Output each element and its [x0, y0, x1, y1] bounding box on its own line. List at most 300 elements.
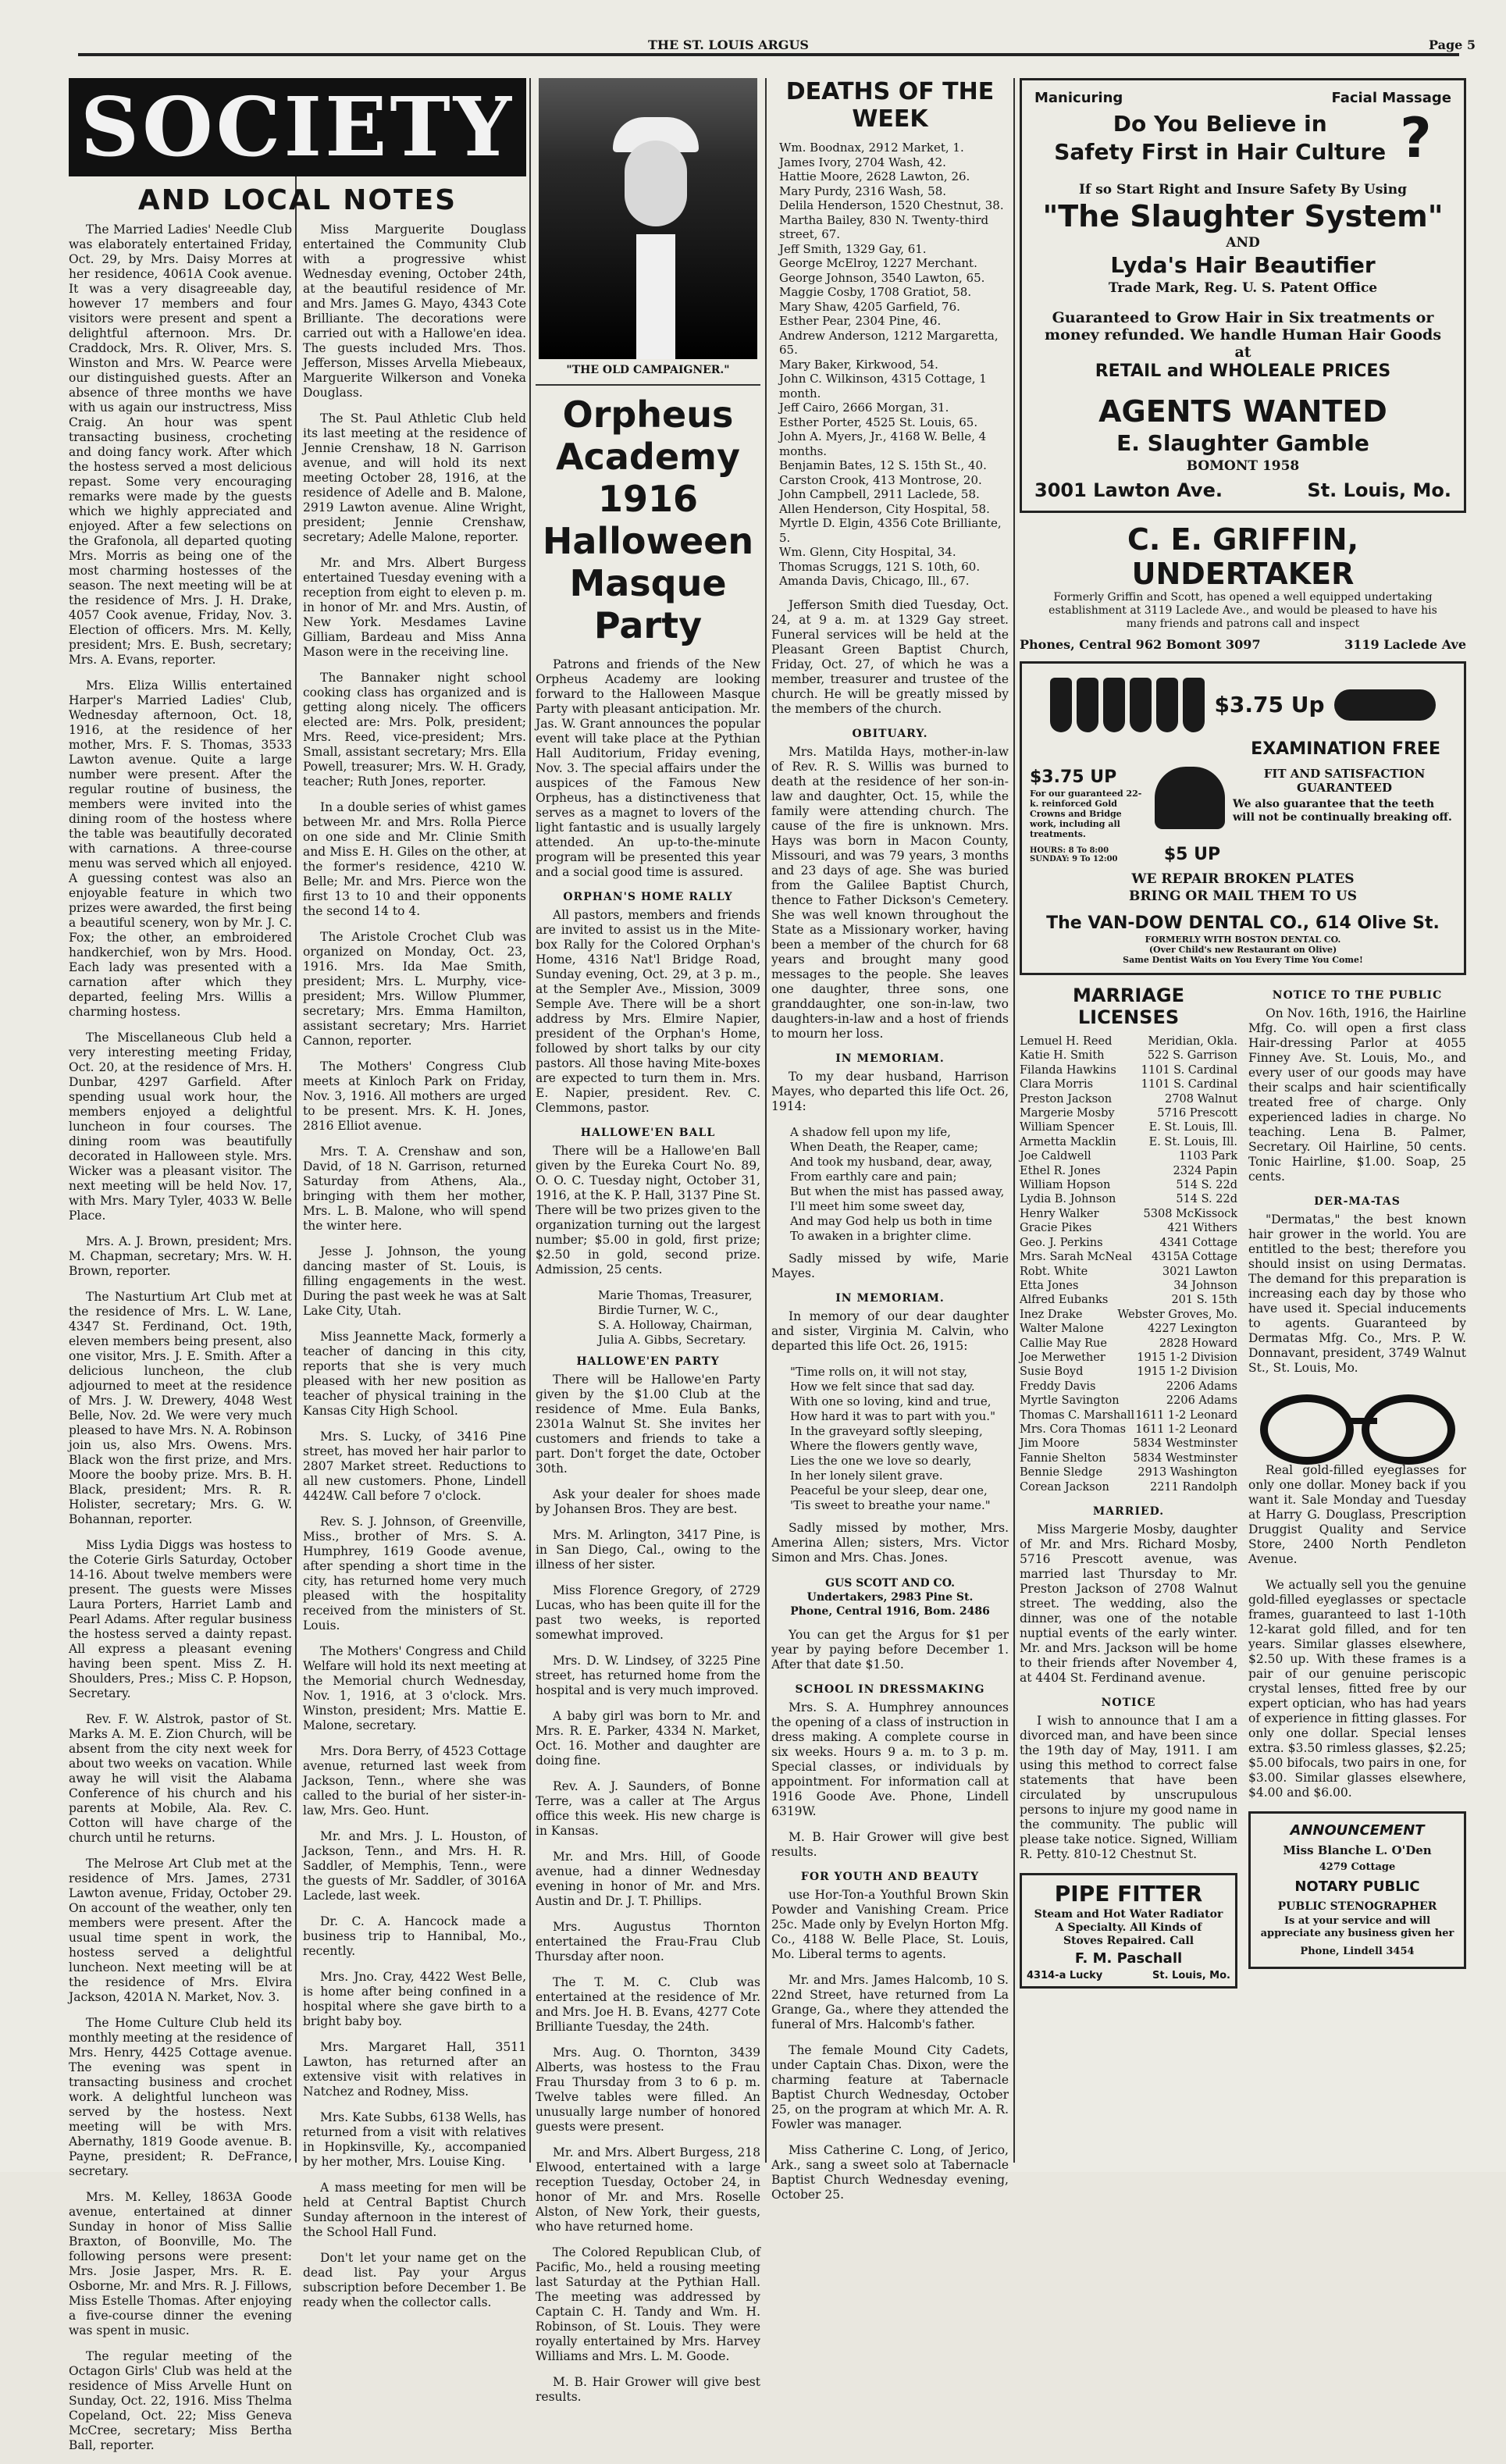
license-name: Bennie Sledge — [1020, 1466, 1103, 1479]
society-item: Mrs. Jno. Cray, 4422 West Belle, is home after being confined in a hospital where she gave birth to a bright baby boy. — [303, 1970, 526, 2028]
public-notice-text: On Nov. 16th, 1916, the Hairline Mfg. Co. will open a first class Hair-dressing Parlor at 4055 Finney Ave. St. Louis, Mo., and every user of our goods may have their scalps and hair scientifically treated free of charge. Only experienced ladies in charge. No teaching. Lena B. Palmer, Secretary. Oil Hairline, 50 cents. Tonic Hairline, $1.00. Soap, 25 cents. — [1248, 1006, 1466, 1184]
license-address: 1101 S. Cardinal — [1141, 1063, 1237, 1077]
society-item: The regular meeting of the Octagon Girls' Club was held at the residence of Miss Arvelle Hunt on Sunday, Oct. 22, 1916. Miss Thelma Copeland, Oct. 22; Miss Geneva McCree, secretary; Miss Bertha Ball, reporter. — [69, 2349, 292, 2452]
eyeglasses-ad: Real gold-filled eyeglasses for only one dollar. Money back if you want it. Sale Monday and Tuesday at Harry G. Douglass, Prescription Druggist Quality and Service Store, 2400 North Pendleton Avenue. — [1248, 1463, 1466, 1566]
ad-text: FIT AND SATISFACTION GUARANTEED — [1263, 767, 1426, 795]
license-name: Thomas C. Marshall — [1020, 1408, 1135, 1422]
column-rule — [765, 78, 767, 2163]
local-item: The female Mound City Cadets, under Captain Chas. Dixon, were the charming feature at Tabernacle Baptist Church Wednesday, October 25, on the program at which Mr. A. R. Fowler was manager. — [771, 2042, 1009, 2131]
ad-city: St. Louis, Mo. — [1152, 1970, 1230, 1982]
license-row — [1020, 1034, 1237, 1049]
society-item: The Mothers' Congress Club meets at Kinloch Park on Friday, Nov. 3, 1916. All mothers are urged to be present. Mrs. K. H. Jones, 2816 Elliot avenue. — [303, 1059, 526, 1133]
license-name: Preston Jackson — [1020, 1092, 1113, 1106]
license-address: 1915 1-2 Division — [1137, 1366, 1237, 1379]
poem-line: And took my husband, dear, away, — [790, 1154, 993, 1169]
poem-line: Lies the one we love so dearly, — [790, 1453, 972, 1468]
death-entry: Hattie Moore, 2628 Lawton, 26. — [779, 169, 970, 183]
death-entry: Maggie Cosby, 1708 Gratiot, 58. — [779, 285, 972, 299]
license-address: 201 S. 15th — [1171, 1294, 1237, 1307]
society-item: Don't let your name get on the dead list. Pay your Argus subscription before December 1. Be ready when the collector calls. — [303, 2251, 526, 2309]
license-name: Joe Merwether — [1020, 1351, 1105, 1364]
ad-headline: "The Slaughter System" — [1042, 199, 1444, 233]
license-row — [1020, 1480, 1237, 1494]
poem-line: 'Tis sweet to breathe your name." — [790, 1497, 991, 1512]
society-item: Rev. F. W. Alstrok, pastor of St. Marks A. M. E. Zion Church, will be absent from the city next week for about two weeks on vacation. While away he will visit the Alabama Conference of his church and his parents at Mobile, Ala. Rev. C. Cotton will have charge of the church until he returns. — [69, 1712, 292, 1845]
teeth-illustration — [1050, 678, 1205, 732]
license-name: Katie H. Smith — [1020, 1049, 1105, 1063]
society-column-2 — [303, 223, 526, 2464]
society-item: A mass meeting for men will be held at Central Baptist Church Sunday afternoon in the interest of the School Hall Fund. — [303, 2181, 526, 2239]
jefferson-smith-notice: Jefferson Smith died Tuesday, Oct. 24, at 9 a. m. at 1329 Gay street. Funeral services will be held at the Pleasant Green Baptist Church, Friday, Oct. 27, of which he was a member, treasurer and trustee of the church. He will be greatly missed by the members of the church. — [771, 597, 1009, 716]
ad-text: WE REPAIR BROKEN PLATES — [1131, 871, 1355, 887]
ad-headline: Do You Believe in — [1113, 111, 1327, 137]
local-item: M. B. Hair Grower will give best results. — [536, 2375, 760, 2404]
campaigner-photo — [539, 78, 757, 359]
ad-text: Trade Mark, Reg. U. S. Patent Office — [1108, 280, 1378, 296]
bridge-icon — [1334, 689, 1436, 721]
tooth-icon — [1050, 678, 1072, 732]
local-item: Mr. and Mrs. James Halcomb, 10 S. 22nd Street, have returned from La Grange, Ga., where they attended the funeral of Mrs. Halcomb's father. — [771, 1972, 1009, 2031]
local-item: Ask your dealer for shoes made by Johansen Bros. They are best. — [536, 1487, 760, 1516]
death-entry: Esther Pear, 2304 Pine, 46. — [779, 314, 942, 328]
license-row — [1020, 1265, 1237, 1279]
top-rule — [78, 53, 1459, 56]
license-row — [1020, 1337, 1237, 1351]
license-row — [1020, 1207, 1237, 1221]
license-name: Mrs. Sarah McNeal — [1020, 1251, 1133, 1264]
halloween-party-text: There will be Hallowe'en Party given by the $1.00 Club at the residence of Mme. Eula Banks, 2301a Walnut St. She invites her customers and friends to take a part. Don't forget the date, October 30th. — [536, 1373, 760, 1476]
license-address: 421 Withers — [1167, 1222, 1237, 1235]
ad-address: 3001 Lawton Ave. — [1034, 479, 1223, 501]
price-badge: $3.75 UP — [1030, 767, 1117, 787]
slaughter-system-ad — [1020, 78, 1466, 513]
society-item: The St. Paul Athletic Club held its last meeting at the residence of Jennie Crenshaw, 18 N. Garrison avenue, and will hold its next meeting October 28, 1916, at the residence of Adelle and B. Malone, 2919 Lawton avenue. Aline Wright, president; Jennie Crenshaw, secretary; Adelle Malone, reporter. — [303, 411, 526, 544]
license-name: Inez Drake — [1020, 1308, 1083, 1321]
ad-text: If so Start Right and Insure Safety By Using — [1079, 182, 1407, 198]
license-address: 2913 Washington — [1138, 1466, 1237, 1479]
license-row — [1020, 1465, 1237, 1479]
society-item: Mrs. Margaret Hall, 3511 Lawton, has returned after an extensive visit with relatives in Natchez and Rodney, Miss. — [303, 2040, 526, 2099]
tooth-icon — [1130, 678, 1152, 732]
exam-free: EXAMINATION FREE — [1251, 739, 1440, 759]
memoriam-title: IN MEMORIAM. — [835, 1291, 945, 1305]
marriage-column — [1020, 985, 1237, 1998]
license-address: 2211 Randolph — [1149, 1480, 1237, 1494]
society-item: Mrs. A. J. Brown, president; Mrs. M. Chapman, secretary; Mrs. W. H. Brown, reporter. — [69, 1234, 292, 1278]
poem-line: From earthly care and pain; — [790, 1169, 957, 1184]
local-item: Miss Florence Gregory, of 2729 Lucas, who has been quite ill for the past two weeks, is reported somewhat improved. — [536, 1583, 760, 1642]
license-address: 1611 1-2 Leonard — [1135, 1422, 1237, 1436]
license-address: 2324 Papin — [1173, 1164, 1237, 1177]
license-name: Mrs. Cora Thomas — [1020, 1422, 1127, 1436]
license-address: 5834 Westminster — [1133, 1451, 1237, 1465]
license-name: Clara Morris — [1020, 1078, 1094, 1091]
license-name: Callie May Rue — [1020, 1337, 1107, 1350]
license-name: Geo. J. Perkins — [1020, 1236, 1103, 1249]
deaths-list — [771, 141, 1009, 589]
license-address: 2828 Howard — [1159, 1337, 1237, 1350]
society-item: The Miscellaneous Club held a very interesting meeting Friday, Oct. 20, at the residence of Mrs. H. Dunbar, 4297 Garfield. After spending usual work hour, the members enjoyed a delightful luncheon in four courses. The dining room was beautifully decorated in Halloween style. Mrs. Wicker was a pleasant visitor. The next meeting will be held Nov. 17, with Mrs. Mary Tyler, 4033 W. Belle Place. — [69, 1031, 292, 1223]
society-item: The Nasturtium Art Club met at the residence of Mrs. L. W. Lane, 4347 St. Ferdinand, Oct. 19th, eleven members being present, also one visitor, Mrs. J. E. Smith. After a delicious luncheon, the club adjourned to meet at the residence of Mrs. J. W. Drewery, 4048 West Belle, Nov. 2d. We were very much pleased to have Mrs. N. A. Robinson join us, also Mrs. Owens. Mrs. Black won the first prize, and Mrs. Moore the booby prize. Mrs. B. H. Black, president; Mrs. R. R. Holister, secretary; Mrs. G. W. Bohannan, reporter. — [69, 1290, 292, 1526]
ad-address: 4314-a Lucky — [1027, 1970, 1103, 1982]
poem-line: But when the mist has passed away, — [790, 1184, 1005, 1198]
poem-line: How hard it was to part with you." — [790, 1408, 995, 1423]
gus-scott-ad — [771, 1576, 1009, 1618]
society-section — [69, 78, 526, 2452]
license-row — [1020, 1077, 1237, 1091]
society-item: The Home Culture Club held its monthly meeting at the residence of Mrs. Henry, 4425 Cottage avenue. The evening was spent in transacting business and crochet work. A delightful luncheon was served by the hostess. Next meeting will be with Mrs. Abernathy, 1819 Goode avenue. B. Payne, president; R. DeFrance, secretary. — [69, 2016, 292, 2178]
death-entry: Mary Baker, Kirkwood, 54. — [779, 357, 938, 372]
memoriam-text: To my dear husband, Harrison Mayes, who departed this life Oct. 26, 1914: — [771, 1069, 1009, 1113]
eyeglasses-ad: We actually sell you the genuine gold-filled eyeglasses or spectacle frames, guaranteed to last 1-10th 12-karat gold filled, and for ten years. Similar glasses elsewhere, $2.50 up. With these frames is a pair of our genuine periscopic crystal lenses, fitted free by our expert optician, who has had years of experience in fitting glasses. For only one dollar. Special lenses extra. $3.50 rimless glasses, $2.25; $5.00 bifocals, two pairs in one, for $3.00. Similar glasses elsewhere, $4.00 and $6.00. — [1248, 1578, 1466, 1800]
ad-text: Steam and Hot Water Radiator — [1034, 1908, 1223, 1921]
license-name: Lydia B. Johnson — [1020, 1193, 1116, 1206]
poem-line: In her lonely silent grave. — [790, 1468, 943, 1483]
death-entry: Mary Shaw, 4205 Garfield, 76. — [779, 299, 960, 314]
ad-text: We also guarantee that the teeth will not be continually breaking off. — [1233, 798, 1452, 824]
society-item: Miss Lydia Diggs was hostess to the Coterie Girls Saturday, October 14-16. About twelve members were present. The guests were Misses Laura Porters, Harriet Lamb and Pearl Adams. After regular business the hostess served a dainty repast. All express a pleasant evening having been spent. Miss Z. H. Shoulders, Pres.; Miss C. P. Hopson, Secretary. — [69, 1538, 292, 1700]
license-name: Armetta Macklin — [1020, 1135, 1116, 1148]
ad-phone: BOMONT 1958 — [1186, 458, 1300, 474]
license-row — [1020, 1351, 1237, 1365]
local-item: Miss Catherine C. Long, of Jerico, Ark., sang a sweet solo at Tabernacle Baptist Church Wednesday evening, October 25. — [771, 2142, 1009, 2202]
death-entry: Benjamin Bates, 12 S. 15th St., 40. — [779, 458, 987, 472]
society-item: Mr. and Mrs. Albert Burgess entertained Tuesday evening with a reception from eight to eleven p. m. in honor of Mr. and Mrs. Austin, of New York. Mesdames Lavine Gilliam, Bardeau and Miss Anna Mason were in the receiving line. — [303, 556, 526, 659]
license-address: 5308 McKissock — [1143, 1207, 1237, 1220]
license-address: 4227 Lexington — [1147, 1323, 1237, 1336]
license-row — [1020, 1408, 1237, 1422]
poem-line: To awaken in a brighter clime. — [790, 1228, 972, 1243]
license-name: Susie Boyd — [1020, 1366, 1084, 1379]
license-name: Joe Caldwell — [1020, 1150, 1091, 1163]
society-banner: SOCIETY — [69, 78, 526, 176]
ad-line: Undertakers, 2983 Pine St. — [806, 1590, 974, 1604]
ad-name: Miss Blanche L. O'Den — [1283, 1843, 1432, 1857]
local-item: Rev. A. J. Saunders, of Bonne Terre, was a caller at The Argus office this week. His new charge is in Kansas. — [536, 1779, 760, 1838]
notice-text: I wish to announce that I am a divorced man, and have been since the 19th day of May, 1911. I am using this method to correct false statements that have been circulated by unscrupulous persons to injure my good name in the community. The public will please take notice. Signed, William R. Petty. 810-12 Chestnut St. — [1020, 1714, 1237, 1861]
vandow-dental-ad — [1020, 661, 1466, 975]
obituary-title: OBITUARY. — [852, 727, 928, 740]
local-item: The Colored Republican Club, of Pacific, Mo., held a rousing meeting last Saturday at the Pythian Hall. The meeting was addressed by Captain C. H. Tandy and Wm. H. Robinson, of St. Louis. They were royally entertained by Mrs. Harvey Williams and Mrs. L. M. Goode. — [536, 2245, 760, 2363]
license-name: Etta Jones — [1020, 1279, 1079, 1292]
pipe-fitter-ad — [1020, 1873, 1237, 1989]
ball-signatures — [598, 1288, 760, 1348]
license-name: Filanda Hawkins — [1020, 1063, 1116, 1077]
signature-line: Marie Thomas, Treasurer, — [598, 1288, 753, 1302]
griffin-undertaker-ad — [1020, 522, 1466, 652]
license-name: Margerie Mosby — [1020, 1107, 1115, 1120]
ad-address: 3119 Laclede Ave — [1344, 637, 1466, 652]
dermatas-title: DER-MA-TAS — [1314, 1195, 1401, 1208]
argus-subscription: You can get the Argus for $1 per year by paying before December 1. After that date $1.50. — [771, 1627, 1009, 1672]
price-badge: $5 UP — [1163, 845, 1221, 864]
ad-name: The VAN-DOW DENTAL CO., 614 Olive St. — [1046, 913, 1440, 933]
ads-column — [1020, 78, 1466, 2163]
local-item: The T. M. C. Club was entertained at the residence of Mr. and Mrs. Joe H. B. Evans, 4277 Cote Brilliante Tuesday, the 24th. — [536, 1975, 760, 2034]
ad-text: (Over Child's new Restaurant on Olive) — [1148, 945, 1337, 955]
headline-line: 1916 Halloween — [542, 478, 754, 562]
death-entry: Mary Purdy, 2316 Wash, 58. — [779, 183, 947, 198]
memoriam-text: In memory of our dear daughter and sister, Virginia M. Calvin, who departed this life Oct. 26, 1915: — [771, 1309, 1009, 1353]
ad-text: Same Dentist Waits on You Every Time You Come! — [1123, 955, 1363, 965]
poem-line: Peaceful be your sleep, dear one, — [790, 1483, 988, 1497]
poem-line: How we felt since that sad day. — [790, 1379, 975, 1394]
license-row — [1020, 1437, 1237, 1451]
death-entry: Jeff Cairo, 2666 Morgan, 31. — [779, 401, 949, 415]
halloween-ball-text: There will be a Hallowe'en Ball given by the Eureka Court No. 89, O. O. C. Tuesday night, October 31, 1916, at the K. P. Hall, 3137 Pine St. There will be two prizes given to the organization turning out the largest number; $5.00 in gold, first prize; $2.50 in gold, second prize. Admission, 25 cents. — [536, 1144, 760, 1277]
local-item: Mrs. Augustus Thornton entertained the Frau-Frau Club Thursday after noon. — [536, 1920, 760, 1964]
license-address: 2206 Adams — [1166, 1394, 1237, 1408]
death-entry: Martha Bailey, 830 N. Twenty-third street, 67. — [779, 212, 989, 241]
office-hours: HOURS: 8 To 8:00 SUNDAY: 9 To 12:00 — [1030, 846, 1118, 863]
ad-phone: Phones, Central 962 Bomont 3097 — [1020, 637, 1261, 652]
license-row — [1020, 1135, 1237, 1149]
ad-text: Is at your service and will appreciate any business given her — [1260, 1915, 1454, 1939]
license-row — [1020, 1380, 1237, 1394]
license-row — [1020, 1120, 1237, 1134]
death-entry: John C. Wilkinson, 4315 Cottage, 1 month. — [779, 372, 987, 401]
dressmaking-title: SCHOOL IN DRESSMAKING — [795, 1682, 985, 1696]
license-name: Robt. White — [1020, 1265, 1088, 1278]
death-entry: Allen Henderson, City Hospital, 58. — [779, 501, 990, 516]
ad-text: NOTARY PUBLIC — [1294, 1878, 1420, 1895]
ad-corner-text: Facial Massage — [1331, 90, 1451, 106]
poem-line: With one so loving, kind and true, — [790, 1394, 992, 1408]
local-item: A baby girl was born to Mr. and Mrs. R. E. Parker, 4334 N. Market, Oct. 16. Mother and daughter are doing fine. — [536, 1709, 760, 1768]
ad-text: Formerly Griffin and Scott, has opened a well equipped undertaking establishment at 3119 Laclede Ave., and would be pleased to have his many friends and patrons call and inspect — [1049, 591, 1437, 630]
license-name: Myrtle Savington — [1020, 1394, 1120, 1408]
question-mark: ? — [1400, 106, 1432, 170]
license-row — [1020, 1308, 1237, 1322]
license-name: William Spencer — [1020, 1121, 1114, 1134]
society-item: The Married Ladies' Needle Club was elaborately entertained Friday, Oct. 29, by Mrs. Daisy Morres at her residence, 4061A Cook avenue. It was a very disagreeable day, however 17 members and four visitors were present and spent a delightful afternoon. Mrs. Dr. Craddock, Mrs. R. Oliver, Mrs. S. Winston and Mrs. W. Pearce were our distinguished guests. After an absence of three months we have with us again our instructress, Miss Craig. An hour was spent transacting business, crocheting and doing fancy work. After which the hostess served a most delicious repast. Some very encouraging remarks were made by the guests which we highly appreciated and enjoyed. After a few selections on the Grafonola, all departed quoting Mrs. Morris as being one of the most charming hostesses of the season. The next meeting will be at the residence of Mrs. J. H. Drake, 4057 Cook avenue, Friday, Nov. 3. Election of officers. Mrs. M. Kelly, president; Mrs. E. Bush, secretary; Mrs. A. Evans, reporter. — [69, 223, 292, 667]
eyeglasses-icon — [1252, 1387, 1463, 1457]
ad-text: FORMERLY WITH BOSTON DENTAL CO. — [1145, 935, 1341, 945]
license-row — [1020, 1394, 1237, 1408]
license-row — [1020, 1164, 1237, 1178]
signature-line: Julia A. Gibbs, Secretary. — [598, 1333, 746, 1347]
license-address: 1101 S. Cardinal — [1141, 1078, 1237, 1091]
ad-city: St. Louis, Mo. — [1307, 479, 1451, 501]
society-item: Mrs. M. Kelley, 1863A Goode avenue, entertained at dinner Sunday in honor of Miss Sallie Braxton, of Boonville, Mo. The following persons were present: Mrs. Josie Jasper, Mrs. R. E. Osborne, Mr. and Mrs. R. J. Fillows, Miss Estelle Thomas. After enjoying a five-course dinner the evening was spent in music. — [69, 2190, 292, 2338]
death-entry: George McElroy, 1227 Merchant. — [779, 256, 977, 270]
death-entry: John Campbell, 2911 Laclede, 58. — [779, 487, 980, 501]
license-name: Alfred Eubanks — [1020, 1294, 1109, 1307]
halloween-ball-title: HALLOWE'EN BALL — [580, 1127, 716, 1139]
orpheus-column — [536, 78, 760, 2404]
memoriam-poem — [790, 1125, 1009, 1244]
marriage-list — [1020, 1034, 1237, 1494]
masthead-title: THE ST. LOUIS ARGUS — [648, 37, 809, 52]
society-item: Miss Jeannette Mack, formerly a teacher of dancing in this city, reports that she is very much pleased with her new position as teacher of physical training in the Kansas City High School. — [303, 1330, 526, 1418]
death-entry: Delila Henderson, 1520 Chestnut, 38. — [779, 198, 1004, 212]
youth-beauty-text: use Hor-Ton-a Youthful Brown Skin Powder and Vanishing Cream. Price 25c. Made only by Evelyn Horton Mfg. Co., 4188 W. Belle Place, St. Louis, Mo. Liberal terms to agents. — [771, 1887, 1009, 1961]
license-address: 34 Johnson — [1173, 1279, 1237, 1292]
announcement-ad — [1248, 1811, 1466, 1969]
ad-text: Stoves Repaired. Call — [1063, 1935, 1194, 1947]
ad-line: GUS SCOTT AND CO. — [825, 1576, 955, 1590]
ad-text: A Specialty. All Kinds of — [1055, 1921, 1202, 1934]
tooth-icon — [1077, 678, 1098, 732]
license-address: 1103 Park — [1179, 1150, 1237, 1163]
poem-line: When Death, the Reaper, came; — [790, 1139, 978, 1154]
poem-line: A shadow fell upon my life, — [790, 1124, 951, 1139]
death-entry: Myrtle D. Elgin, 4356 Cote Brilliante, 5. — [779, 516, 1002, 545]
society-item: Dr. C. A. Hancock made a business trip to Hannibal, Mo., recently. — [303, 1914, 526, 1958]
license-name: Henry Walker — [1020, 1207, 1099, 1220]
death-entry: John A. Myers, Jr., 4168 W. Belle, 4 months. — [779, 429, 987, 458]
death-entry: Thomas Scruggs, 121 S. 10th, 60. — [779, 559, 981, 574]
local-item: Mr. and Mrs. Albert Burgess, 218 Elwood, entertained with a large reception Tuesday, October 24, in honor of Mr. and Mrs. Roselle Alston, of New York, their guests, who have returned home. — [536, 2145, 760, 2234]
license-row — [1020, 1049, 1237, 1063]
license-row — [1020, 1092, 1237, 1106]
license-name: Corean Jackson — [1020, 1480, 1109, 1494]
ad-corner-text: Manicuring — [1034, 90, 1123, 106]
license-address: 2206 Adams — [1166, 1380, 1237, 1393]
ad-text: money refunded. We handle Human Hair Goods at — [1044, 326, 1442, 361]
license-address: 514 S. 22d — [1176, 1179, 1237, 1192]
column-rule — [1013, 78, 1015, 2163]
local-item: Mrs. D. W. Lindsey, of 3225 Pine street, has returned home from the hospital and is very much improved. — [536, 1654, 760, 1697]
license-row — [1020, 1149, 1237, 1163]
memoriam-signature: Sadly missed by wife, Marie Mayes. — [771, 1251, 1009, 1280]
society-item: The Aristole Crochet Club was organized on Monday, Oct. 23, 1916. Mrs. Ida Mae Smith, president; Mrs. L. Murphy, vice-president; Mrs. Willow Plummer, secretary; Mrs. Emma Hamilton, assistant secretary; Mrs. Harriet Cannon, reporter. — [303, 930, 526, 1048]
ad-text: BRING OR MAIL THEM TO US — [1129, 888, 1357, 904]
license-address: 5716 Prescott — [1157, 1107, 1237, 1120]
society-item: The Bannaker night school cooking class has organized and is getting along nicely. The officers elected are: Mrs. Polk, president; Mrs. Reed, vice-president; Mrs. Small, assistant secretary; Mrs. Ella Powell, treasurer; Mrs. W. H. Grady, teacher; Ruth Jones, reporter. — [303, 671, 526, 789]
ad-headline: ANNOUNCEMENT — [1290, 1822, 1425, 1839]
society-item: Mrs. Dora Berry, of 4523 Cottage avenue, returned last week from Jackson, Tenn., where she was called to the burial of her sister-in-law, Mrs. Geo. Hunt. — [303, 1744, 526, 1818]
lower-ads — [1020, 985, 1466, 1998]
license-row — [1020, 1106, 1237, 1120]
license-name: Freddy Davis — [1020, 1380, 1096, 1393]
death-entry: Wm. Glenn, City Hospital, 34. — [779, 545, 956, 559]
death-entry: Amanda Davis, Chicago, Ill., 67. — [779, 574, 970, 588]
ad-name: E. Slaughter Gamble — [1116, 430, 1369, 456]
license-row — [1020, 1422, 1237, 1437]
youth-beauty-title: FOR YOUTH AND BEAUTY — [800, 1870, 980, 1883]
ad-headline: PIPE FITTER — [1054, 1881, 1203, 1907]
license-address: E. St. Louis, Ill. — [1148, 1135, 1237, 1148]
marriage-heading: MARRIAGE LICENSES — [1072, 985, 1184, 1028]
orpheus-headline — [536, 393, 760, 646]
orpheus-article: Patrons and friends of the New Orpheus Academy are looking forward to the Halloween Masque Party with pleasant anticipation. Mr. Jas. W. Grant announces the popular event will take place at the Pythian Hall Auditorium, Friday evening, Nov. 3. The special affairs under the auspices of the Famous New Orpheus, has a distinctiveness that serves as a magnet to lovers of the light fantastic and is usually largely attended. An up-to-the-minute program will be presented this year and a social good time is assured. — [536, 657, 760, 879]
society-column-1 — [69, 223, 292, 2464]
signature-line: S. A. Holloway, Chairman, — [598, 1318, 753, 1332]
society-item: Jesse J. Johnson, the young dancing master of St. Louis, is filling engagements in the west. During the past week he was at Salt Lake City, Utah. — [303, 1244, 526, 1318]
society-item: Miss Marguerite Douglass entertained the Community Club with a progressive whist Wednesday evening, October 24th, at the beautiful residence of Mr. and Mrs. James G. Mayo, 4343 Cote Brilliante. The decorations were carried out with a Hallowe'en idea. The guests included Mrs. Thos. Jefferson, Misses Arvella Miebeaux, Marguerite Wilkerson and Voneka Douglass. — [303, 223, 526, 400]
hair-grower-note: M. B. Hair Grower will give best results. — [771, 1829, 1009, 1859]
society-item: The Melrose Art Club met at the residence of Mrs. James, 2731 Lawton avenue, Friday, October 29. On account of the weather, only ten members were present. After the usual time spent in work, the hostess served a delightful luncheon. Next meeting will be at the residence of Mrs. Elvira Jackson, 4201A N. Market, Nov. 3. — [69, 1857, 292, 2004]
society-item: Rev. S. J. Johnson, of Greenville, Miss., brother of Mrs. S. A. Humphrey, 1619 Goode avenue, after spending a short time in the city, has returned home very much pleased with the hospitality received from the ministers of St. Louis. — [303, 1515, 526, 1633]
dressmaking-text: Mrs. S. A. Humphrey announces the opening of a class of instruction in dress making. A complete course in six weeks. Hours 9 a. m. to 3 p. m. Special classes, or individuals by appointment. For information call at 1916 Goode Ave. Phone, Lindell 6319W. — [771, 1700, 1009, 1818]
notice-title: NOTICE — [1101, 1697, 1156, 1709]
society-item: Mrs. T. A. Crenshaw and son, David, of 18 N. Garrison, returned Saturday from Athens, Ala., bringing with them her mother, Mrs. L. B. Malone, who will spend the winter here. — [303, 1145, 526, 1233]
license-name: Fannie Shelton — [1020, 1451, 1106, 1465]
orphan-rally-title: ORPHAN'S HOME RALLY — [563, 891, 733, 903]
death-entry: George Johnson, 3540 Lawton, 65. — [779, 270, 985, 285]
license-row — [1020, 1279, 1237, 1293]
license-address: 522 S. Garrison — [1147, 1049, 1237, 1063]
headline-line: Orpheus Academy — [556, 393, 740, 478]
ad-text: RETAIL and WHOLEALE PRICES — [1095, 361, 1391, 381]
death-entry: Jeff Smith, 1329 Gay, 61. — [779, 241, 927, 256]
license-name: Lemuel H. Reed — [1020, 1035, 1113, 1048]
death-entry: Esther Porter, 4525 St. Louis, 65. — [779, 415, 978, 429]
price-badge: $3.75 Up — [1214, 692, 1325, 717]
death-entry: Carston Crook, 413 Montrose, 20. — [779, 472, 982, 487]
society-item: In a double series of whist games between Mr. and Mrs. Rolla Pierce on one side and Mr. Clinie Smith and Miss E. H. Giles on the other, at the former's residence, 4210 W. Belle; Mr. and Mrs. Pierce won the first 13 to 10 and their opponents the second 14 to 4. — [303, 800, 526, 918]
obituary-text: Mrs. Matilda Hays, mother-in-law of Rev. R. S. Willis was burned to death at the residence of her son-in-law and daughter, Oct. 15, while the family were attending church. The cause of the fire is unknown. Mrs. Hays was born in Macon County, Missouri, and was 79 years, 3 months and 23 days of age. She was buried from the Galilee Baptist Church, thence to Father Dickson's Cemetery. She was well known throughout the State as a Missionary worker, having been a member of the church for 68 years and brought many good messages to the people. She leaves one daughter, three sons, one granddaughter, one son-in-law, two daughters-in-law and a host of friends to mourn her loss. — [771, 744, 1009, 1041]
memoriam-title: IN MEMORIAM. — [835, 1052, 945, 1065]
column-rule — [529, 78, 531, 2163]
ad-line: Phone, Central 1916, Bom. 2486 — [790, 1604, 990, 1618]
memoriam-poem — [790, 1365, 1009, 1513]
ad-text: For our guaranteed 22-k. reinforced Gold Crowns and Bridge work, including all treatments. — [1030, 789, 1142, 839]
ad-name: F. M. Paschall — [1074, 1950, 1183, 1967]
license-name: Jim Moore — [1020, 1437, 1080, 1451]
license-address: Meridian, Okla. — [1148, 1035, 1237, 1048]
dermatas-text: "Dermatas," the best known hair grower in the world. You are entitled to the best; therefore you should insist on using Dermatas. The demand for this preparation is increasing each day by those who have used it. Special inducements to agents. Guaranteed by Dermatas Mfg. Co., Mrs. P. W. Donnavant, president, 3749 Walnut St., St. Louis, Mo. — [1248, 1212, 1466, 1375]
death-entry: Wm. Boodnax, 2912 Market, 1. — [779, 141, 964, 155]
license-row — [1020, 1221, 1237, 1235]
public-notice-title: NOTICE TO THE PUBLIC — [1272, 989, 1443, 1002]
license-row — [1020, 1451, 1237, 1465]
license-row — [1020, 1322, 1237, 1336]
license-row — [1020, 1192, 1237, 1206]
license-address: 4315A Cottage — [1152, 1251, 1237, 1264]
license-row — [1020, 1293, 1237, 1307]
society-item: Mrs. Kate Subbs, 6138 Wells, has returned from a visit with relatives in Hopkinsville, Ky., accompanied by her mother, Mrs. Louise King. — [303, 2110, 526, 2169]
society-item: Mrs. S. Lucky, of 3416 Pine street, has moved her hair parlor to 2807 Market street. Reductions to all new customers. Phone, Lindell 4424W. Call before 7 o'clock. — [303, 1430, 526, 1503]
ad-headline: Lyda's Hair Beautifier — [1110, 252, 1376, 278]
tooth-icon — [1156, 678, 1178, 732]
license-address: 2708 Walnut — [1165, 1092, 1237, 1106]
photo-caption: "THE OLD CAMPAIGNER." — [566, 364, 730, 376]
tooth-icon — [1103, 678, 1125, 732]
license-address: 5834 Westminster — [1133, 1437, 1237, 1451]
public-notice-column — [1248, 985, 1466, 1998]
local-item: Mrs. M. Arlington, 3417 Pine, is in San Diego, Cal., owing to the illness of her sister. — [536, 1528, 760, 1572]
license-name: Gracie Pikes — [1020, 1222, 1092, 1235]
license-address: 1915 1-2 Division — [1137, 1351, 1237, 1364]
agents-wanted: AGENTS WANTED — [1098, 394, 1387, 429]
license-row — [1020, 1250, 1237, 1264]
license-name: Ethel R. Jones — [1020, 1164, 1101, 1177]
death-entry: Andrew Anderson, 1212 Margaretta, 65. — [779, 328, 999, 357]
deaths-heading: DEATHS OF THE WEEK — [785, 78, 995, 133]
license-address: E. St. Louis, Ill. — [1148, 1121, 1237, 1134]
poem-line: And may God help us both in time — [790, 1213, 992, 1228]
ad-address: 4279 Cottage — [1319, 1861, 1396, 1873]
denture-icon — [1155, 767, 1225, 829]
society-item: The Mothers' Congress and Child Welfare will hold its next meeting at the Memorial church Wednesday, Nov. 1, 1916, at 3 o'clock. Mrs. Winston, president; Mrs. Mattie E. Malone, secretary. — [303, 1644, 526, 1732]
ad-phone: Phone, Lindell 3454 — [1300, 1946, 1415, 1957]
ad-headline: C. E. GRIFFIN, UNDERTAKER — [1127, 522, 1359, 591]
poem-line: In the graveyard softly sleeping, — [790, 1423, 983, 1438]
deaths-column — [771, 78, 1009, 2202]
poem-line: I'll meet him some sweet day, — [790, 1198, 966, 1213]
local-item: Mr. and Mrs. Hill, of Goode avenue, had a dinner Wednesday evening in honor of Mr. and Mrs. Austin and Dr. J. T. Phillips. — [536, 1850, 760, 1908]
halloween-party-title: HALLOWE'EN PARTY — [576, 1355, 720, 1368]
death-entry: James Ivory, 2704 Wash, 42. — [779, 155, 946, 169]
license-address: Webster Groves, Mo. — [1117, 1308, 1237, 1321]
tooth-icon — [1183, 678, 1205, 732]
license-row — [1020, 1236, 1237, 1250]
license-row — [1020, 1178, 1237, 1192]
married-title: MARRIED. — [1092, 1505, 1165, 1518]
page-number: Page 5 — [1429, 37, 1476, 52]
